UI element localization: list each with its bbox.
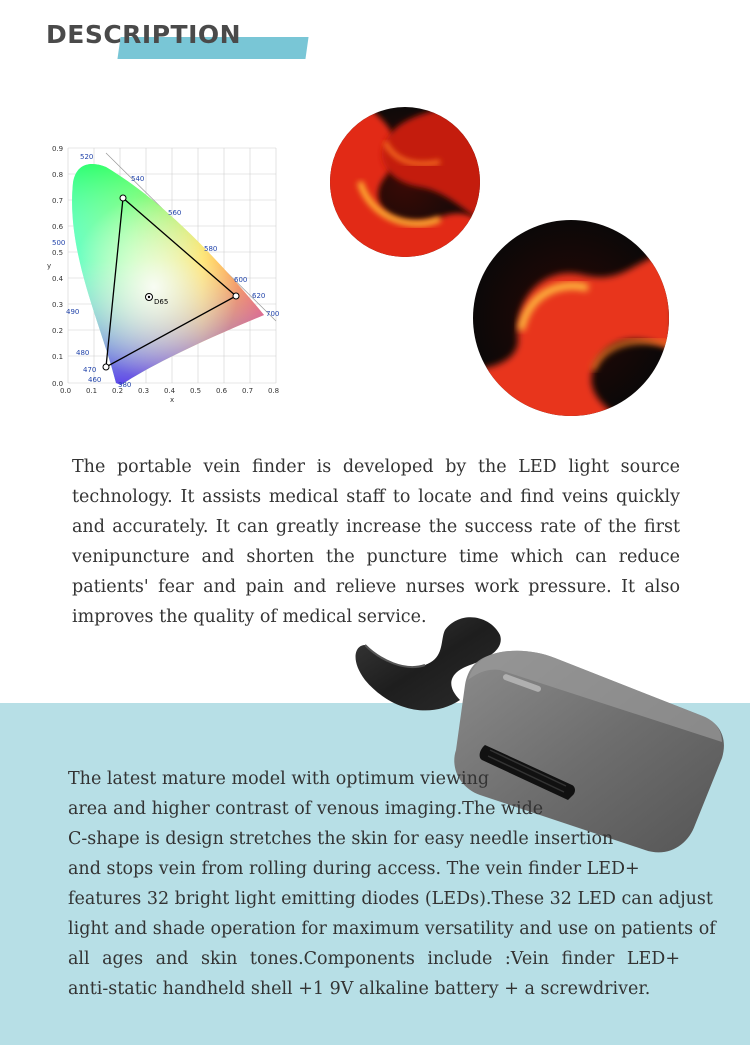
x-tick-label: 0.1 <box>86 387 98 395</box>
wavelength-label: 500 <box>52 239 66 247</box>
paragraph-2-line: light and shade operation for maximum versatility and use on patients of <box>68 919 716 939</box>
x-tick-label: 0.8 <box>268 387 280 395</box>
paragraph-2-line: C-shape is design stretches the skin for easy needle insertion <box>68 829 614 849</box>
wavelength-label: 600 <box>234 276 248 284</box>
x-tick-label: 0.4 <box>164 387 176 395</box>
wavelength-label: 480 <box>76 349 90 357</box>
x-tick-label: 0.5 <box>190 387 202 395</box>
wavelength-label: 560 <box>168 209 182 217</box>
paragraph-2-line: features 32 bright light emitting diodes (LEDs).These 32 LED can adjust <box>68 889 713 909</box>
wavelength-label: 540 <box>131 175 145 183</box>
wavelength-label: 470 <box>83 366 97 374</box>
wavelength-label: 580 <box>204 245 218 253</box>
y-tick-label: 0.3 <box>52 301 64 309</box>
vein-image-large <box>473 220 669 416</box>
wavelength-label: 460 <box>88 376 102 384</box>
paragraph-2-line: anti-static handheld shell +1 9V alkaline battery + a screwdriver. <box>68 979 651 999</box>
section-header <box>0 0 750 80</box>
white-point-label: D65 <box>154 298 169 306</box>
x-tick-label: 0.2 <box>112 387 124 395</box>
x-tick-label: 0.7 <box>242 387 254 395</box>
cie-chromaticity-diagram <box>46 143 286 405</box>
y-tick-label: 0.6 <box>52 223 64 231</box>
y-tick-label: 0.4 <box>52 275 64 283</box>
y-tick-label: 0.2 <box>52 327 64 335</box>
y-tick-label: 0.7 <box>52 197 64 205</box>
wavelength-label: 620 <box>252 292 266 300</box>
description-paragraph-2 <box>68 764 716 1004</box>
y-tick-label: 0.9 <box>52 145 64 153</box>
wavelength-label: 520 <box>80 153 94 161</box>
section-title: DESCRIPTION <box>46 20 242 49</box>
wavelength-label: 490 <box>66 308 80 316</box>
y-tick-label: 0.1 <box>52 353 64 361</box>
y-tick-label: 0.5 <box>52 249 64 257</box>
y-tick-label: 0.8 <box>52 171 64 179</box>
paragraph-2-line: all ages and skin tones.Components include :Vein finder LED+ <box>68 949 680 969</box>
description-paragraph-1: The portable vein finder is developed by the LED light source technology. It assists medical staff to locate and find veins quickly and accurately. It can greatly increase the success rate of the first venipuncture and shorten the puncture time which can reduce patients' fear and pain and relieve nurses work pressure. It also improves the quality of medical service. <box>72 457 680 627</box>
paragraph-2-line: area and higher contrast of venous imaging.The wide <box>68 799 544 819</box>
wavelength-label: 380 <box>118 381 132 389</box>
paragraph-2-line: and stops vein from rolling during access. The vein finder LED+ <box>68 859 640 879</box>
x-axis-label: x <box>170 396 175 404</box>
x-tick-label: 0.0 <box>60 387 72 395</box>
wavelength-label: 700 <box>266 310 280 318</box>
y-axis-label: y <box>47 262 52 270</box>
x-tick-label: 0.6 <box>216 387 228 395</box>
vein-image-small <box>330 107 480 257</box>
paragraph-2-line: The latest mature model with optimum viewing <box>68 769 490 789</box>
x-tick-label: 0.3 <box>138 387 150 395</box>
y-tick-label: 0.0 <box>52 380 64 388</box>
